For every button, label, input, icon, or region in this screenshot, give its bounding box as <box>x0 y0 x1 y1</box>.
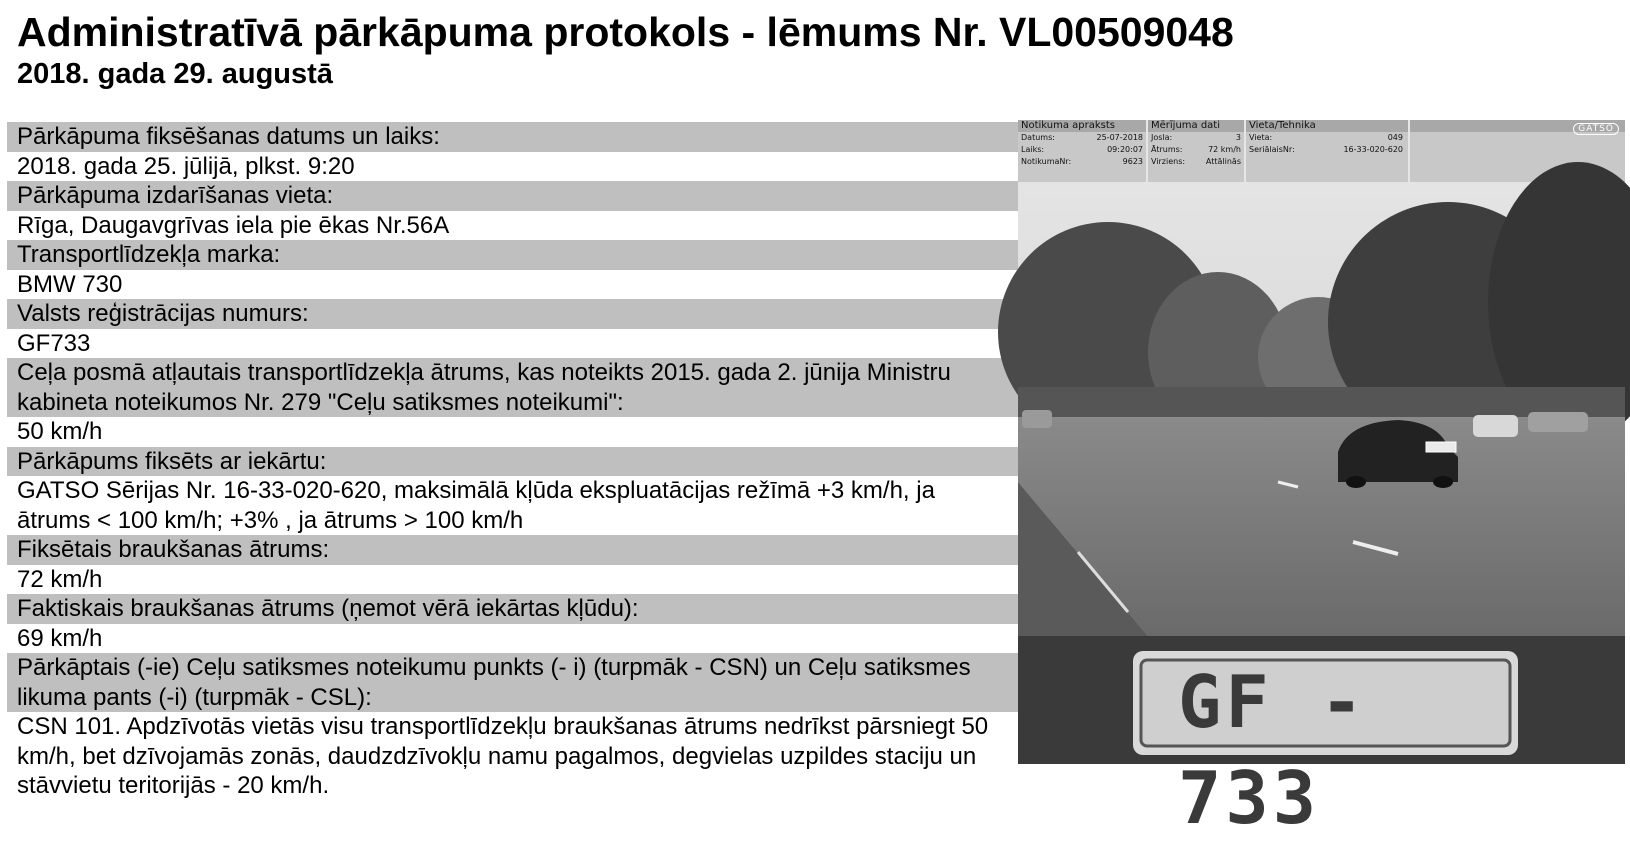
field-value-measured-speed: 72 km/h <box>7 565 1018 595</box>
field-value-device: GATSO Sērijas Nr. 16-33-020-620, maksimālā kļūda ekspluatācijas režīmā +3 km/h, ja ātrums < 100 km/h; +3% , ja ātrums > 100 km/h <box>7 476 1018 535</box>
field-value-vehicle-make: BMW 730 <box>7 270 1018 300</box>
field-value-speed-limit: 50 km/h <box>7 417 1018 447</box>
gatso-logo: GATSO <box>1573 123 1619 135</box>
info-key: SeriālaisNr: <box>1249 145 1295 154</box>
field-value-datetime: 2018. gada 25. jūlijā, plkst. 9:20 <box>7 152 1018 182</box>
document-date: 2018. gada 29. augustā <box>17 58 333 90</box>
field-label-datetime: Pārkāpuma fiksēšanas datums un laiks: <box>7 122 1018 152</box>
info-section-measurement <box>1148 120 1244 182</box>
info-row <box>1018 156 1146 168</box>
info-key: Virziens: <box>1151 157 1186 166</box>
info-value: 049 <box>1387 133 1403 142</box>
info-key: Vieta: <box>1249 133 1273 142</box>
field-label-actual-speed: Faktiskais braukšanas ātrums (ņemot vērā iekārtas kļūdu): <box>7 594 1018 624</box>
info-value: 09:20:07 <box>1107 145 1143 154</box>
field-label-device: Pārkāpums fiksēts ar iekārtu: <box>7 447 1018 477</box>
info-section-title: Vieta/Tehnika <box>1246 120 1625 132</box>
field-value-plate: GF733 <box>7 329 1018 359</box>
info-section-event <box>1018 120 1146 182</box>
license-plate-crop <box>1018 636 1625 840</box>
license-plate-text: GF - 733 <box>1178 660 1368 840</box>
info-key: Laiks: <box>1021 145 1045 154</box>
divider <box>1408 120 1410 182</box>
violation-details <box>7 122 1018 801</box>
info-row <box>1148 132 1244 144</box>
info-row <box>1246 144 1406 156</box>
info-row <box>1246 132 1406 144</box>
field-value-actual-speed: 69 km/h <box>7 624 1018 654</box>
document-title: Administratīvā pārkāpuma protokols - lēmums Nr. VL00509048 <box>17 9 1234 55</box>
field-value-location: Rīga, Daugavgrīvas iela pie ēkas Nr.56A <box>7 211 1018 241</box>
info-value: 9623 <box>1122 157 1143 166</box>
info-key: NotikumaNr: <box>1021 157 1072 166</box>
field-label-plate: Valsts reģistrācijas numurs: <box>7 299 1018 329</box>
field-value-violated-rule: CSN 101. Apdzīvotās vietās visu transportlīdzekļu braukšanas ātrums nedrīkst pārsniegt 50 km/h, bet dzīvojamās zonās, daudzdzīvokļu namu pagalmos, degvielas uzpildes staciju un stāvvietu teritorijās - 20 km/h. <box>7 712 1018 801</box>
camera-info-bar <box>1018 120 1625 182</box>
info-value: 72 km/h <box>1208 145 1241 154</box>
info-key: Josla: <box>1151 133 1173 142</box>
info-row <box>1018 144 1146 156</box>
info-row <box>1148 156 1244 168</box>
info-value: 16-33-020-620 <box>1343 145 1403 154</box>
info-value: 25-07-2018 <box>1096 133 1143 142</box>
speed-camera-photo <box>1018 120 1625 840</box>
info-row <box>1148 144 1244 156</box>
info-section-title: Notikuma apraksts <box>1018 120 1146 132</box>
info-key: Ātrums: <box>1151 145 1183 154</box>
info-key: Datums: <box>1021 133 1055 142</box>
field-label-speed-limit: Ceļa posmā atļautais transportlīdzekļa ātrums, kas noteikts 2015. gada 2. jūnija Ministru kabineta noteikumos Nr. 279 "Ceļu satiksmes noteikumi": <box>7 358 1018 417</box>
field-label-vehicle-make: Transportlīdzekļa marka: <box>7 240 1018 270</box>
field-label-measured-speed: Fiksētais braukšanas ātrums: <box>7 535 1018 565</box>
info-value: Attālinās <box>1205 157 1241 166</box>
street-scene-image <box>1018 182 1625 636</box>
field-label-location: Pārkāpuma izdarīšanas vieta: <box>7 181 1018 211</box>
info-value: 3 <box>1235 133 1241 142</box>
info-section-title: Mērījuma dati <box>1148 120 1244 132</box>
info-row <box>1018 132 1146 144</box>
field-label-violated-rule: Pārkāptais (-ie) Ceļu satiksmes noteikumu punkts (- i) (turpmāk - CSN) un Ceļu satiksmes likuma pants (-i) (turpmāk - CSL): <box>7 653 1018 712</box>
